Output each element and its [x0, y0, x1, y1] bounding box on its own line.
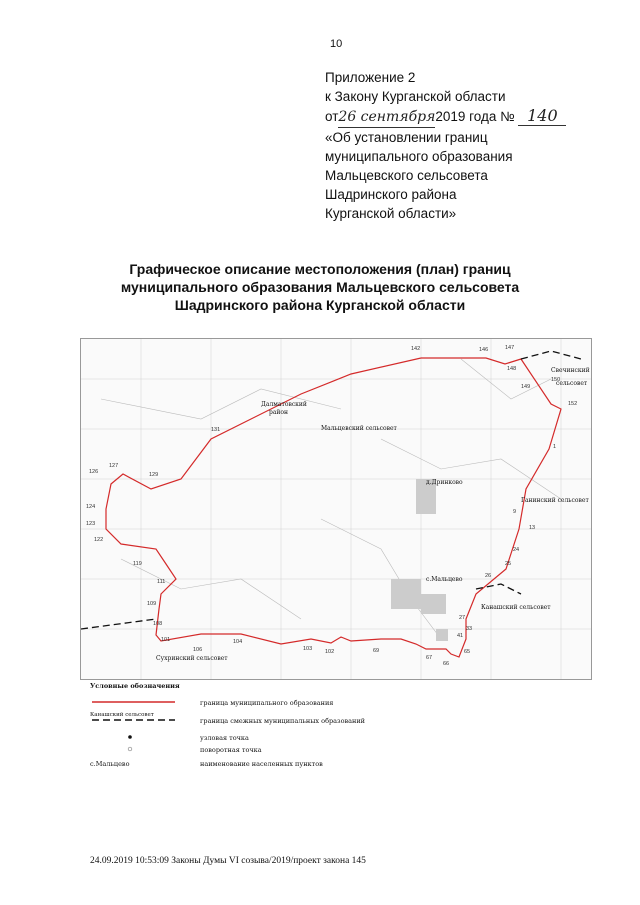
title-line-1: Графическое описание местоположения (план) границ: [129, 261, 511, 277]
legend-settlement-sample: с.Мальцево: [90, 760, 130, 768]
point-122: 122: [94, 537, 104, 543]
boundary-map: [80, 338, 592, 680]
point-148: 148: [507, 366, 517, 372]
point-150: 150: [551, 377, 561, 383]
point-142: 142: [411, 346, 421, 352]
municipal-boundary-line: [106, 358, 561, 657]
label-drinkovo: д.Дринково: [426, 479, 463, 486]
point-103: 103: [303, 646, 313, 652]
appendix-line-1: Приложение 2: [325, 70, 416, 85]
point-123: 123: [86, 521, 96, 527]
legend-settlement-text: наименование населенных пунктов: [200, 760, 323, 768]
label-svechensky-2: сельсовет: [556, 380, 588, 387]
legend-turn-symbol: [128, 747, 132, 751]
adjacent-boundary-west: [81, 619, 156, 629]
legend-boundary-text: граница муниципального образования: [200, 699, 334, 707]
point-24: 24: [513, 547, 520, 553]
legend-node-text: узловая точка: [200, 734, 249, 742]
point-149: 149: [521, 384, 531, 390]
point-102: 102: [325, 649, 335, 655]
appendix-header: [325, 68, 625, 223]
label-dalmatov: Далматовский: [261, 401, 307, 408]
legend-adjacent-text: граница смежных муниципальных образований: [200, 717, 366, 725]
point-66: 66: [443, 661, 450, 667]
label-sukhrinsky: Сухринский сельсовет: [156, 655, 228, 662]
appendix-line-5: муниципального образования: [325, 149, 513, 164]
point-111: 111: [157, 579, 166, 585]
point-26: 26: [485, 573, 492, 579]
point-147: 147: [505, 345, 515, 351]
appendix-line-6: Мальцевского сельсовета: [325, 168, 488, 183]
point-108: 108: [153, 621, 163, 627]
point-69: 69: [373, 648, 380, 654]
legend-adjacent-sample: Канашский сельсовет: [90, 712, 154, 718]
point-126: 126: [89, 469, 99, 475]
map-legend: [90, 682, 410, 772]
point-129: 129: [149, 472, 159, 478]
point-119: 119: [133, 561, 142, 567]
legend-header: Условные обозначения: [90, 682, 180, 690]
point-127: 127: [109, 463, 119, 469]
point-152: 152: [568, 401, 578, 407]
label-dalmatov-2: район: [269, 409, 289, 416]
point-27: 27: [459, 615, 466, 621]
title-line-3: Шадринского района Курганской области: [174, 297, 466, 313]
document-title: [60, 260, 580, 314]
adjacent-boundary-lines: [81, 351, 581, 629]
point-131: 131: [211, 427, 221, 433]
handwritten-date: 26 сентября: [338, 108, 435, 128]
terrain-lines: [101, 359, 561, 639]
point-124: 124: [86, 504, 96, 510]
point-13: 13: [529, 525, 536, 531]
appendix-line-8: Курганской области»: [325, 206, 457, 221]
appendix-line-4: «Об установлении границ: [325, 130, 488, 145]
legend-symbols: [90, 692, 180, 782]
point-9: 9: [513, 509, 517, 515]
appendix-line-7: Шадринского района: [325, 187, 457, 202]
point-1: 1: [553, 444, 557, 450]
point-41: 41: [457, 633, 464, 639]
legend-node-symbol: [128, 735, 132, 739]
handwritten-number: 140: [518, 106, 566, 126]
legend-turn-text: поворотная точка: [200, 746, 262, 754]
footer-path: 24.09.2019 10:53:09 Законы Думы VI созыва/2019/проект закона 145: [90, 856, 366, 866]
point-25: 25: [505, 561, 512, 567]
year-text: 2019 года №: [435, 109, 515, 124]
point-67: 67: [426, 655, 433, 661]
point-106: 106: [193, 647, 203, 653]
point-65: 65: [464, 649, 471, 655]
title-line-2: муниципального образования Мальцевского сельсовета: [120, 279, 520, 295]
settlement-blocks: [391, 479, 448, 641]
page-number: 10: [330, 38, 343, 50]
point-101: 101: [161, 637, 171, 643]
label-ganinsky: Ганинский сельсовет: [521, 497, 589, 504]
appendix-line-3: [325, 106, 625, 128]
from-prefix: от: [325, 109, 339, 124]
appendix-line-2: к Закону Курганской области: [325, 89, 506, 104]
adjacent-boundary-svechin: [521, 351, 581, 359]
point-33: 33: [466, 626, 473, 632]
label-maltsev-ss: Мальцевский сельсовет: [321, 425, 397, 432]
point-109: 109: [147, 601, 157, 607]
point-104: 104: [233, 639, 243, 645]
label-kanashsky: Канашский сельсовет: [481, 604, 551, 611]
label-svechensky: Свечинский: [551, 367, 590, 374]
point-146: 146: [479, 347, 489, 353]
label-maltsevo: с.Мальцево: [426, 576, 463, 583]
